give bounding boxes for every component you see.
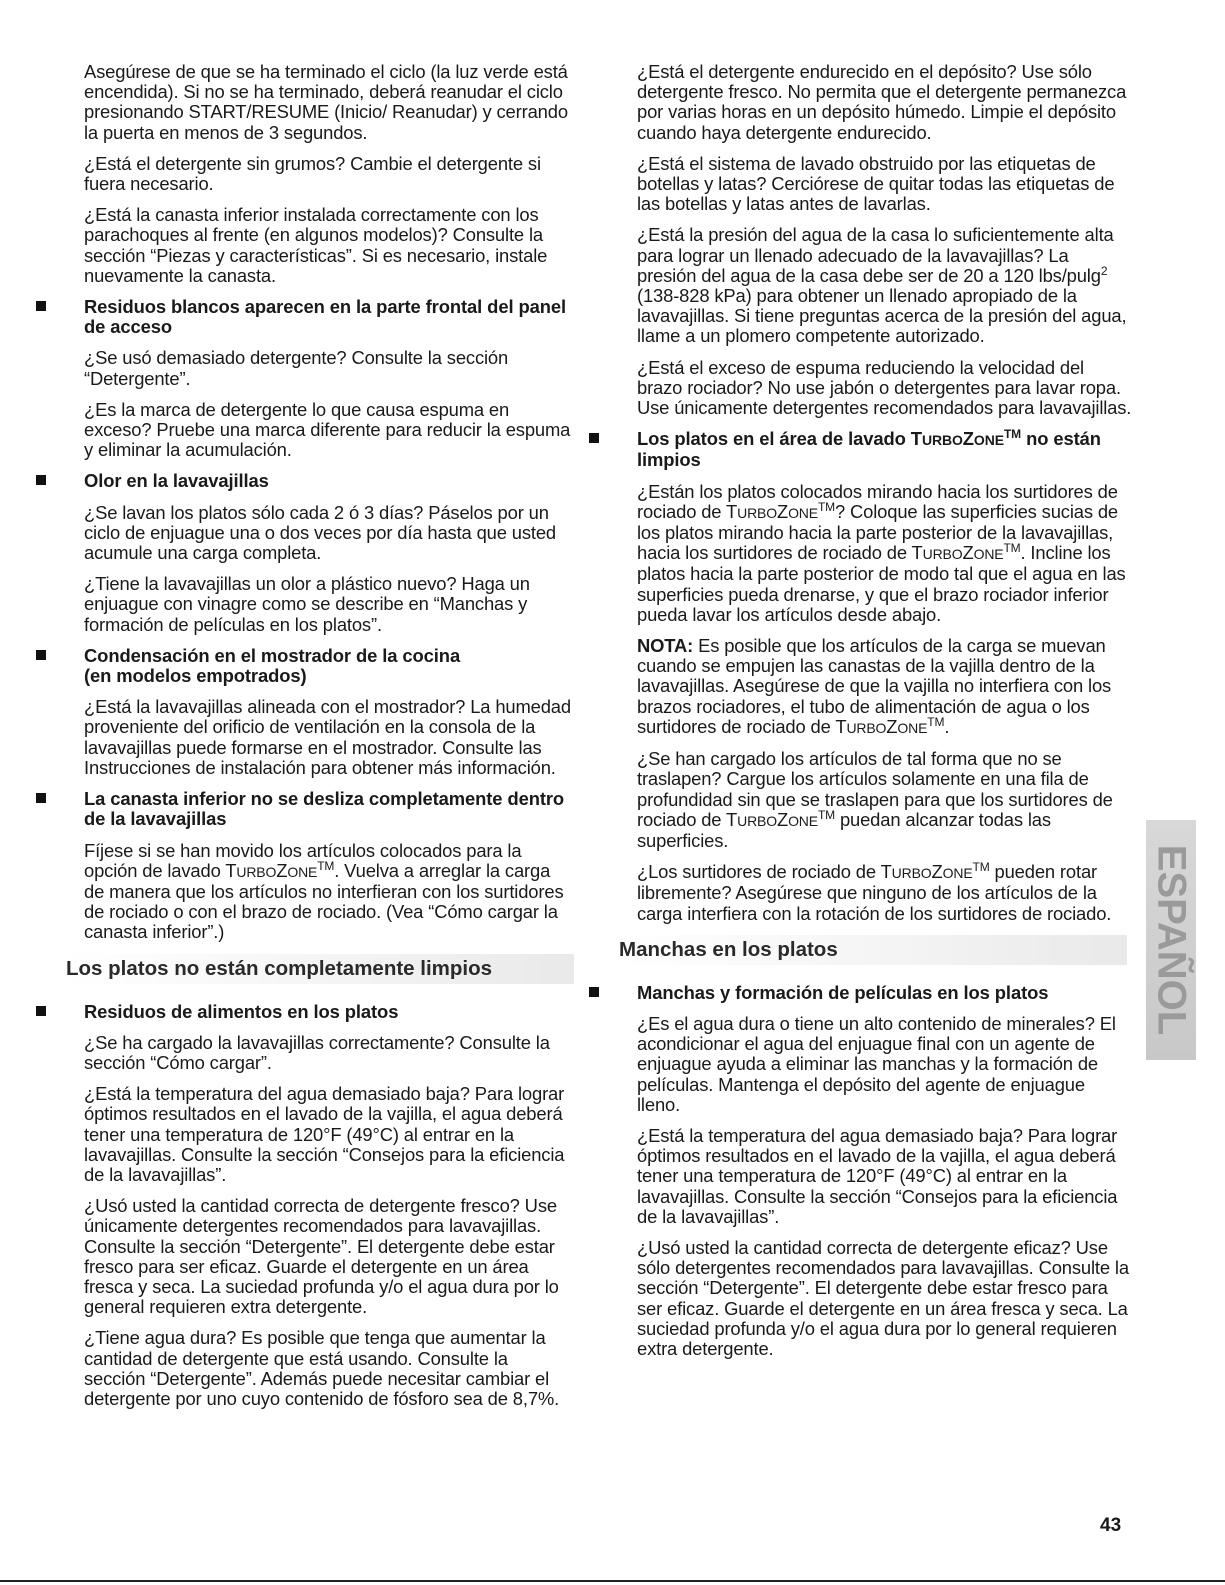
bullet-heading — [84, 789, 574, 829]
paragraph: ¿Está la presión del agua de la casa lo suficientemente alta para lograr un llenado adecuado de la lavavajillas? La presión del agua de la casa debe ser de 20 a 120 lbs/pulg$^2$ (138-828 kPa) para obtener un llenado apropiado de la lavavajillas. Si tiene preguntas acerca de la presión del agua, llame a un plomero competente autorizado. — [637, 224, 1127, 347]
paragraph: ¿Está la lavavajillas alineada con el mostrador? La humedad proveniente del orificio de ventilación en la consola de la lavavajillas puede formarse en el mostrador. Consulte las Instrucciones de instalación para obtener más información. — [84, 696, 571, 778]
paragraph: ¿Tiene la lavavajillas un olor a plástico nuevo? Haga un enjuague con vinagre como se describe en “Manchas y formación de películas en los platos”. — [84, 573, 530, 635]
bullet-heading — [84, 471, 574, 491]
paragraph: ¿Está el detergente endurecido en el depósito? Use sólo detergente fresco. No permita que el detergente permanezca por varias horas en un depósito húmedo. Limpie el depósito cuando haya detergente endurecido. — [637, 61, 1127, 143]
paragraph: ¿Los surtidores de rociado de TURBOZONE™ pueden rotar libremente? Asegúrese que ninguno de los artículos de la carga interfiera con la rotación de los surtidores de rociado. — [637, 859, 1112, 924]
note-label: NOTA: — [637, 635, 694, 657]
paragraph: ¿Se lavan los platos sólo cada 2 ó 3 días? Páselos por un ciclo de enjuague una o dos veces por día hasta que usted acumule una carga completa. — [84, 501, 556, 564]
paragraph: ¿Se ha cargado la lavavajillas correctamente? Consulte la sección “Cómo cargar”. — [84, 1031, 550, 1073]
note-paragraph: NOTA: Es posible que los artículos de la carga se muevan cuando se empujen las canastas de la vajilla dentro de la lavavajillas. Asegúrese de que la vajilla no interfiera con los brazos rociadores, el tubo de alimentación de agua o los surtidores de rociado de TURBOZONE™. — [637, 635, 1112, 737]
bullet-heading — [637, 983, 1132, 1003]
paragraph: ¿Es el agua dura o tiene un alto contenido de minerales? El acondicionar el agua del enjuague final con un agente de enjuague ayuda a eliminar las manchas y la formación de películas. Mantenga el depósito del agente de enjuague lleno. — [637, 1012, 1116, 1115]
bullet-heading-text: Manchas y formación de películas en los platos — [637, 981, 1049, 1003]
paragraph: ¿Está el sistema de lavado obstruido por las etiquetas de botellas y latas? Cerciórese de quitar todas las etiquetas de las botellas y latas antes de lavarlas. — [637, 152, 1115, 215]
left-column — [66, 61, 574, 1420]
language-tab-label: ESPAÑOL — [1149, 844, 1194, 1036]
bullet-heading — [84, 646, 574, 686]
bullet-heading-text: (en modelos empotrados) — [84, 665, 307, 687]
bullet-heading-text: Los platos en el área de lavado — [637, 428, 911, 450]
section-heading — [64, 954, 574, 984]
bullet-square-icon — [36, 1006, 46, 1016]
paragraph: ¿Están los platos colocados mirando hacia los surtidores de rociado de TURBOZONE™? Coloque las superficies sucias de los platos mirando hacia la parte posterior de la lavavajillas, hacia los surtidores de rociado de TURBOZONE™. Incline los platos hacia la parte posterior de modo tal que el agua en las superficies pueda drenarse, y que el brazo rociador inferior pueda lavar los artículos desde abajo. — [637, 480, 1126, 625]
right-column — [619, 61, 1132, 1370]
bullet-heading — [84, 297, 574, 337]
paragraph — [84, 841, 574, 943]
bullet-square-icon — [36, 650, 46, 660]
brand-turbozone: TURBOZONE™ — [225, 858, 335, 881]
paragraph: ¿Es la marca de detergente lo que causa espuma en exceso? Pruebe una marca diferente para reducir la espuma y eliminar la acumulación. — [84, 398, 571, 461]
page-number: 43 — [1100, 1515, 1122, 1536]
text: Fíjese si se han movido los artículos colocados para la opción de lavado — [84, 839, 522, 881]
brand-turbozone: TURBOZONE™ — [726, 499, 835, 522]
text: . Vuelva a arreglar la carga de manera que los artículos no interfieran con los surtidores de rociado o con el brazo de rociado. (Vea “Cómo cargar la canasta inferior”.) — [84, 859, 564, 943]
section-heading — [617, 935, 1132, 965]
bullet-heading-text: Olor en la lavavajillas — [84, 470, 269, 492]
bottom-rule — [0, 1580, 1225, 1582]
bullet-heading — [637, 429, 1132, 470]
paragraph: ¿Está el detergente sin grumos? Cambie el detergente si fuera necesario. — [84, 152, 541, 195]
bullet-heading-text: Condensación en el mostrador de la cocina — [84, 644, 461, 666]
brand-turbozone: TURBOZONE™ — [911, 541, 1021, 564]
paragraph: ¿Está la canasta inferior instalada correctamente con los parachoques al frente (en algunos modelos)? Consulte la sección “Piezas y características”. Si es necesario, instale nuevamente la canasta. — [84, 204, 548, 286]
paragraph: ¿Se han cargado los artículos de tal forma que no se traslapen? Cargue los artículos solamente en una fila de profundidad sin que se traslapen para que los surtidores de rociado de TURBOZONE™ puedan alcanzar todas las superficies. — [637, 748, 1113, 851]
bullet-square-icon — [589, 987, 599, 997]
brand-turbozone: TURBOZONE™ — [910, 427, 1022, 450]
paragraph: ¿Está la temperatura del agua demasiado baja? Para lograr óptimos resultados en el lavado de la vajilla, el agua deberá tener una temperatura de 120°F (49°C) al entrar en la lavavajillas. Consulte la sección “Consejos para la eficiencia de la lavavajillas”. — [84, 1083, 565, 1185]
bullet-heading-text: Residuos de alimentos en los platos — [84, 1000, 399, 1022]
bullet-heading-text: no están limpios — [637, 428, 1101, 471]
paragraph: ¿Está la temperatura del agua demasiado baja? Para lograr óptimos resultados en el lavado de la vajilla, el agua deberá tener una temperatura de 120°F (49°C) al entrar en la lavavajillas. Consulte la sección “Consejos para la eficiencia de la lavavajillas”. — [637, 1124, 1118, 1227]
bullet-heading-text: Residuos blancos aparecen en la parte frontal del panel de acceso — [84, 296, 566, 338]
bullet-square-icon — [589, 433, 599, 443]
paragraph: ¿Tiene agua dura? Es posible que tenga que aumentar la cantidad de detergente que está usando. Consulte la sección “Detergente”. Además puede necesitar cambiar el detergente por uno cuyo contenido de fósforo sea de 8,7%. — [84, 1327, 560, 1409]
paragraph: ¿Usó usted la cantidad correcta de detergente eficaz? Use sólo detergentes recomendados para lavavajillas. Consulte la sección “Detergente”. El detergente debe estar fresco para ser eficaz. Guarde el detergente en un área fresca y seca. La suciedad profunda y/o el agua dura por lo general requieren extra detergente. — [637, 1236, 1129, 1359]
bullet-square-icon — [36, 301, 46, 311]
paragraph: ¿Se usó demasiado detergente? Consulte la sección “Detergente”. — [84, 347, 509, 389]
paragraph: ¿Está el exceso de espuma reduciendo la velocidad del brazo rociador? No use jabón o detergentes para lavar ropa. Use únicamente detergentes recomendados para lavavajillas. — [637, 356, 1132, 419]
language-side-tab — [1146, 820, 1196, 1060]
bullet-heading — [84, 1002, 574, 1022]
bullet-heading-text: La canasta inferior no se desliza completamente dentro de la lavavajillas — [84, 788, 565, 830]
paragraph: Asegúrese de que se ha terminado el ciclo (la luz verde está encendida). Si no se ha terminado, deberá reanudar el ciclo presionando START/RESUME (Inicio/ Reanudar) y cerrando la puerta en menos de 3 segundos. — [84, 61, 568, 143]
section-title: Los platos no están completamente limpios — [66, 956, 493, 980]
brand-turbozone: TURBOZONE™ — [726, 807, 835, 830]
paragraph: ¿Usó usted la cantidad correcta de detergente fresco? Use únicamente detergentes recomendados para lavavajillas. Consulte la sección “Detergente”. El detergente debe estar fresco para ser eficaz. Guarde el detergente en un área fresca y seca. La suciedad profunda y/o el agua dura por lo general requieren extra detergente. — [84, 1195, 559, 1318]
brand-turbozone: TURBOZONE™ — [880, 859, 990, 883]
section-title: Manchas en los platos — [619, 937, 838, 961]
bullet-square-icon — [36, 793, 46, 803]
brand-turbozone: TURBOZONE™ — [835, 714, 945, 737]
bullet-square-icon — [36, 475, 46, 485]
